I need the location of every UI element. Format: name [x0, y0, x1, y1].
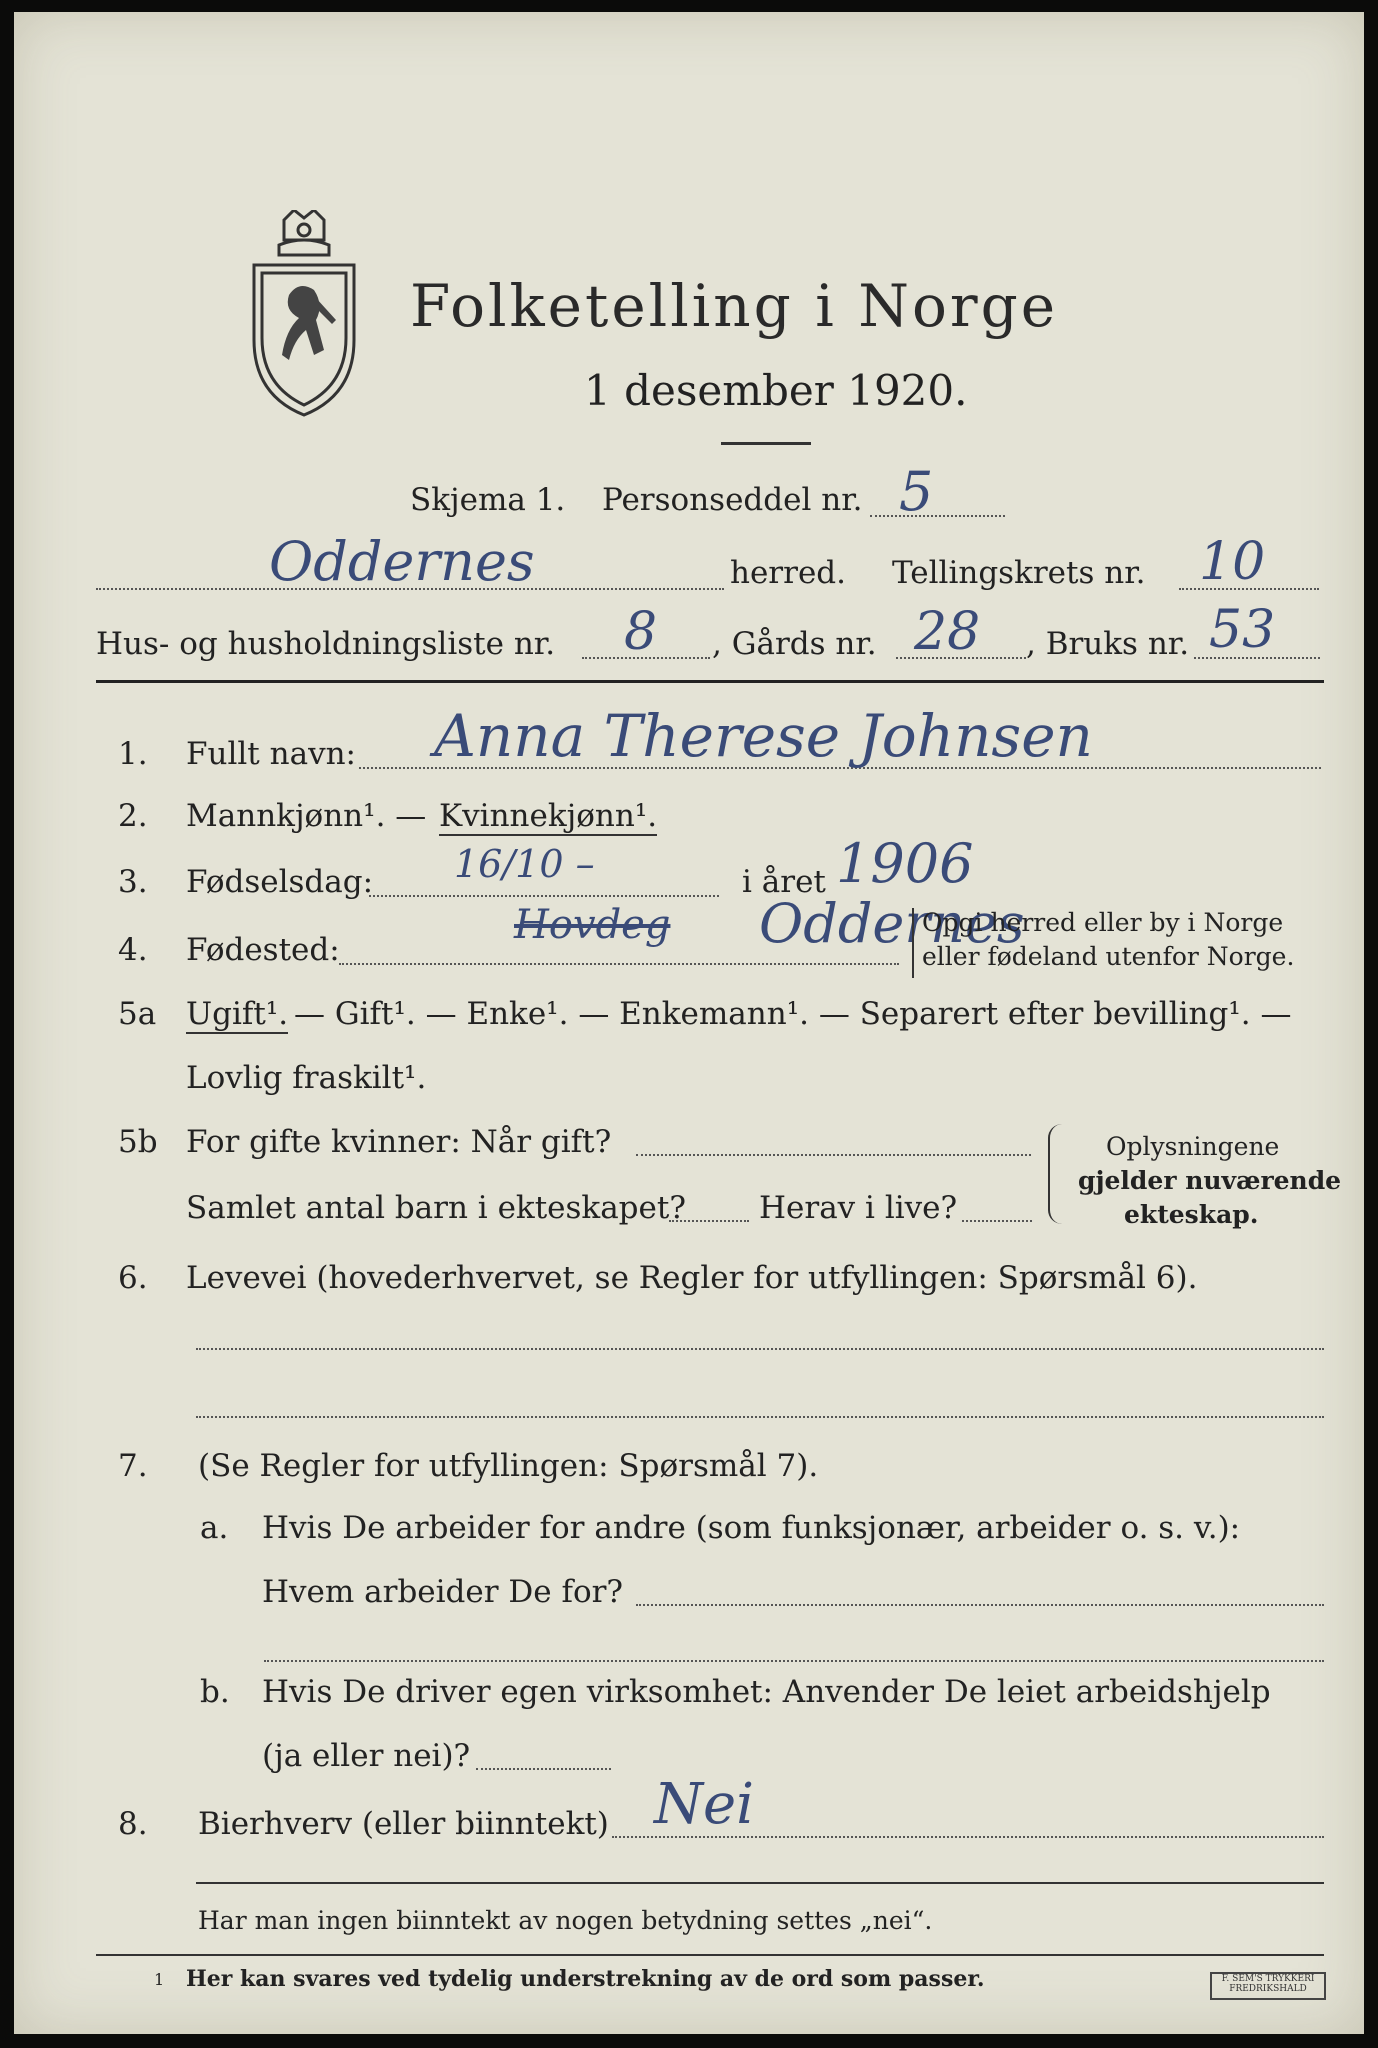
- q1-full-name[interactable]: Anna Therese Johnsen: [434, 702, 1093, 770]
- q3-birthday-value[interactable]: 16/10 –: [454, 842, 595, 886]
- q6-label: Levevei (hovederhvervet, se Regler for utfyllingen: Spørsmål 6).: [186, 1260, 1198, 1296]
- q7a-letter: a.: [200, 1510, 229, 1546]
- q7a-answer-line[interactable]: [636, 1604, 1324, 1606]
- q4-crossed-value: Hovdeg: [514, 902, 671, 948]
- q7b-answer-line[interactable]: [476, 1768, 611, 1770]
- footer-note: Har man ingen biinntekt av nogen betydning settes „nei“.: [198, 1906, 933, 1935]
- q5b-note1: Oplysningene: [1106, 1132, 1280, 1161]
- header-rule: [96, 680, 1324, 683]
- form-title: Folketelling i Norge: [410, 272, 1059, 340]
- q4-note-line2: eller fødeland utenfor Norge.: [922, 942, 1295, 971]
- q7b-letter: b.: [200, 1674, 230, 1710]
- q3-label: Fødselsdag:: [186, 864, 374, 900]
- q3-number: 3.: [118, 864, 148, 900]
- footer-divider: [196, 1882, 1324, 1884]
- personseddel-label: Personseddel nr.: [602, 482, 863, 518]
- bruks-value[interactable]: 53: [1209, 600, 1276, 660]
- tellingskrets-label: Tellingskrets nr.: [892, 555, 1146, 591]
- schema-label: Skjema 1.: [410, 482, 566, 518]
- hus-label: Hus- og husholdningsliste nr.: [96, 626, 556, 662]
- herred-label: herred.: [730, 555, 846, 591]
- q3-year-label: i året: [742, 864, 826, 900]
- q3-year-value[interactable]: 1906: [836, 832, 974, 895]
- q5b-note2: gjelder nuværende: [1078, 1166, 1342, 1195]
- printer-stamp: F. SEM'S TRYKKERI FREDRIKSHALD: [1210, 1972, 1326, 2000]
- q2-female-option[interactable]: Kvinnekjønn¹.: [439, 798, 658, 834]
- q7a-line1: Hvis De arbeider for andre (som funksjonær, arbeider o. s. v.):: [262, 1510, 1241, 1546]
- q1-number: 1.: [118, 736, 148, 772]
- q5b-children-line: [669, 1220, 749, 1222]
- q5b-children-label: Samlet antal barn i ekteskapet?: [186, 1190, 686, 1226]
- q8-number: 8.: [118, 1806, 148, 1842]
- q5b-alive-label: Herav i live?: [759, 1190, 958, 1226]
- personseddel-line: [870, 515, 1005, 517]
- q8-value[interactable]: Nei: [654, 1772, 755, 1837]
- q7-number: 7.: [118, 1448, 148, 1484]
- q6-line2[interactable]: [196, 1416, 1324, 1418]
- q6-line1[interactable]: [196, 1348, 1324, 1350]
- gards-label: , Gårds nr.: [712, 626, 877, 662]
- q5b-married-when-label: For gifte kvinner: Når gift?: [186, 1124, 612, 1160]
- q7a-line2: Hvem arbeider De for?: [262, 1574, 624, 1610]
- q5b-brace: [1048, 1124, 1066, 1224]
- q5b-married-when-line: [636, 1154, 1031, 1156]
- q2-male-option[interactable]: Mannkjønn¹. —: [186, 798, 427, 834]
- q4-brace: [912, 908, 914, 978]
- coat-of-arms-icon: [244, 210, 364, 420]
- q5a-divorced-option[interactable]: Lovlig fraskilt¹.: [186, 1060, 427, 1096]
- gards-value[interactable]: 28: [914, 602, 981, 662]
- tellingskrets-value[interactable]: 10: [1199, 532, 1266, 592]
- q4-note-line1: Opgi herred eller by i Norge: [922, 908, 1284, 937]
- q7b-line2: (ja eller nei)?: [262, 1738, 471, 1774]
- q5b-alive-line: [962, 1220, 1032, 1222]
- q6-number: 6.: [118, 1260, 148, 1296]
- q5b-number: 5b: [118, 1124, 158, 1160]
- q1-label: Fullt navn:: [186, 736, 356, 772]
- q3-line: [369, 895, 719, 897]
- q4-label: Fødested:: [186, 932, 340, 968]
- q4-line: [339, 963, 899, 965]
- footnote-divider: [96, 1954, 1324, 1956]
- census-date: 1 desember 1920.: [584, 366, 968, 415]
- divider: [721, 442, 811, 445]
- q7b-line1: Hvis De driver egen virksomhet: Anvender De leiet arbeidshjelp: [262, 1674, 1271, 1710]
- hus-value[interactable]: 8: [624, 602, 658, 662]
- footnote-mark: 1: [154, 1970, 165, 1989]
- q7a-answer-line2[interactable]: [264, 1660, 1324, 1662]
- footnote: Her kan svares ved tydelig understrekning av de ord som passer.: [186, 1966, 985, 1992]
- census-form: [14, 12, 1364, 2034]
- q8-label: Bierhverv (eller biinntekt): [198, 1806, 609, 1842]
- herred-value[interactable]: Oddernes: [269, 530, 535, 593]
- q4-number: 4.: [118, 932, 148, 968]
- q2-number: 2.: [118, 798, 148, 834]
- personseddel-value[interactable]: 5: [899, 460, 934, 523]
- q7-label: (Se Regler for utfyllingen: Spørsmål 7).: [198, 1448, 819, 1484]
- q4-birthplace-value[interactable]: Oddernes: [759, 892, 1025, 955]
- q5a-number: 5a: [118, 996, 157, 1032]
- q5a-other-options[interactable]: — Gift¹. — Enke¹. — Enkemann¹. — Separert efter bevilling¹. —: [294, 996, 1292, 1032]
- q5b-note3: ekteskap.: [1124, 1200, 1259, 1229]
- q5a-ugift-option[interactable]: Ugift¹.: [186, 996, 289, 1032]
- bruks-label: , Bruks nr.: [1026, 626, 1190, 662]
